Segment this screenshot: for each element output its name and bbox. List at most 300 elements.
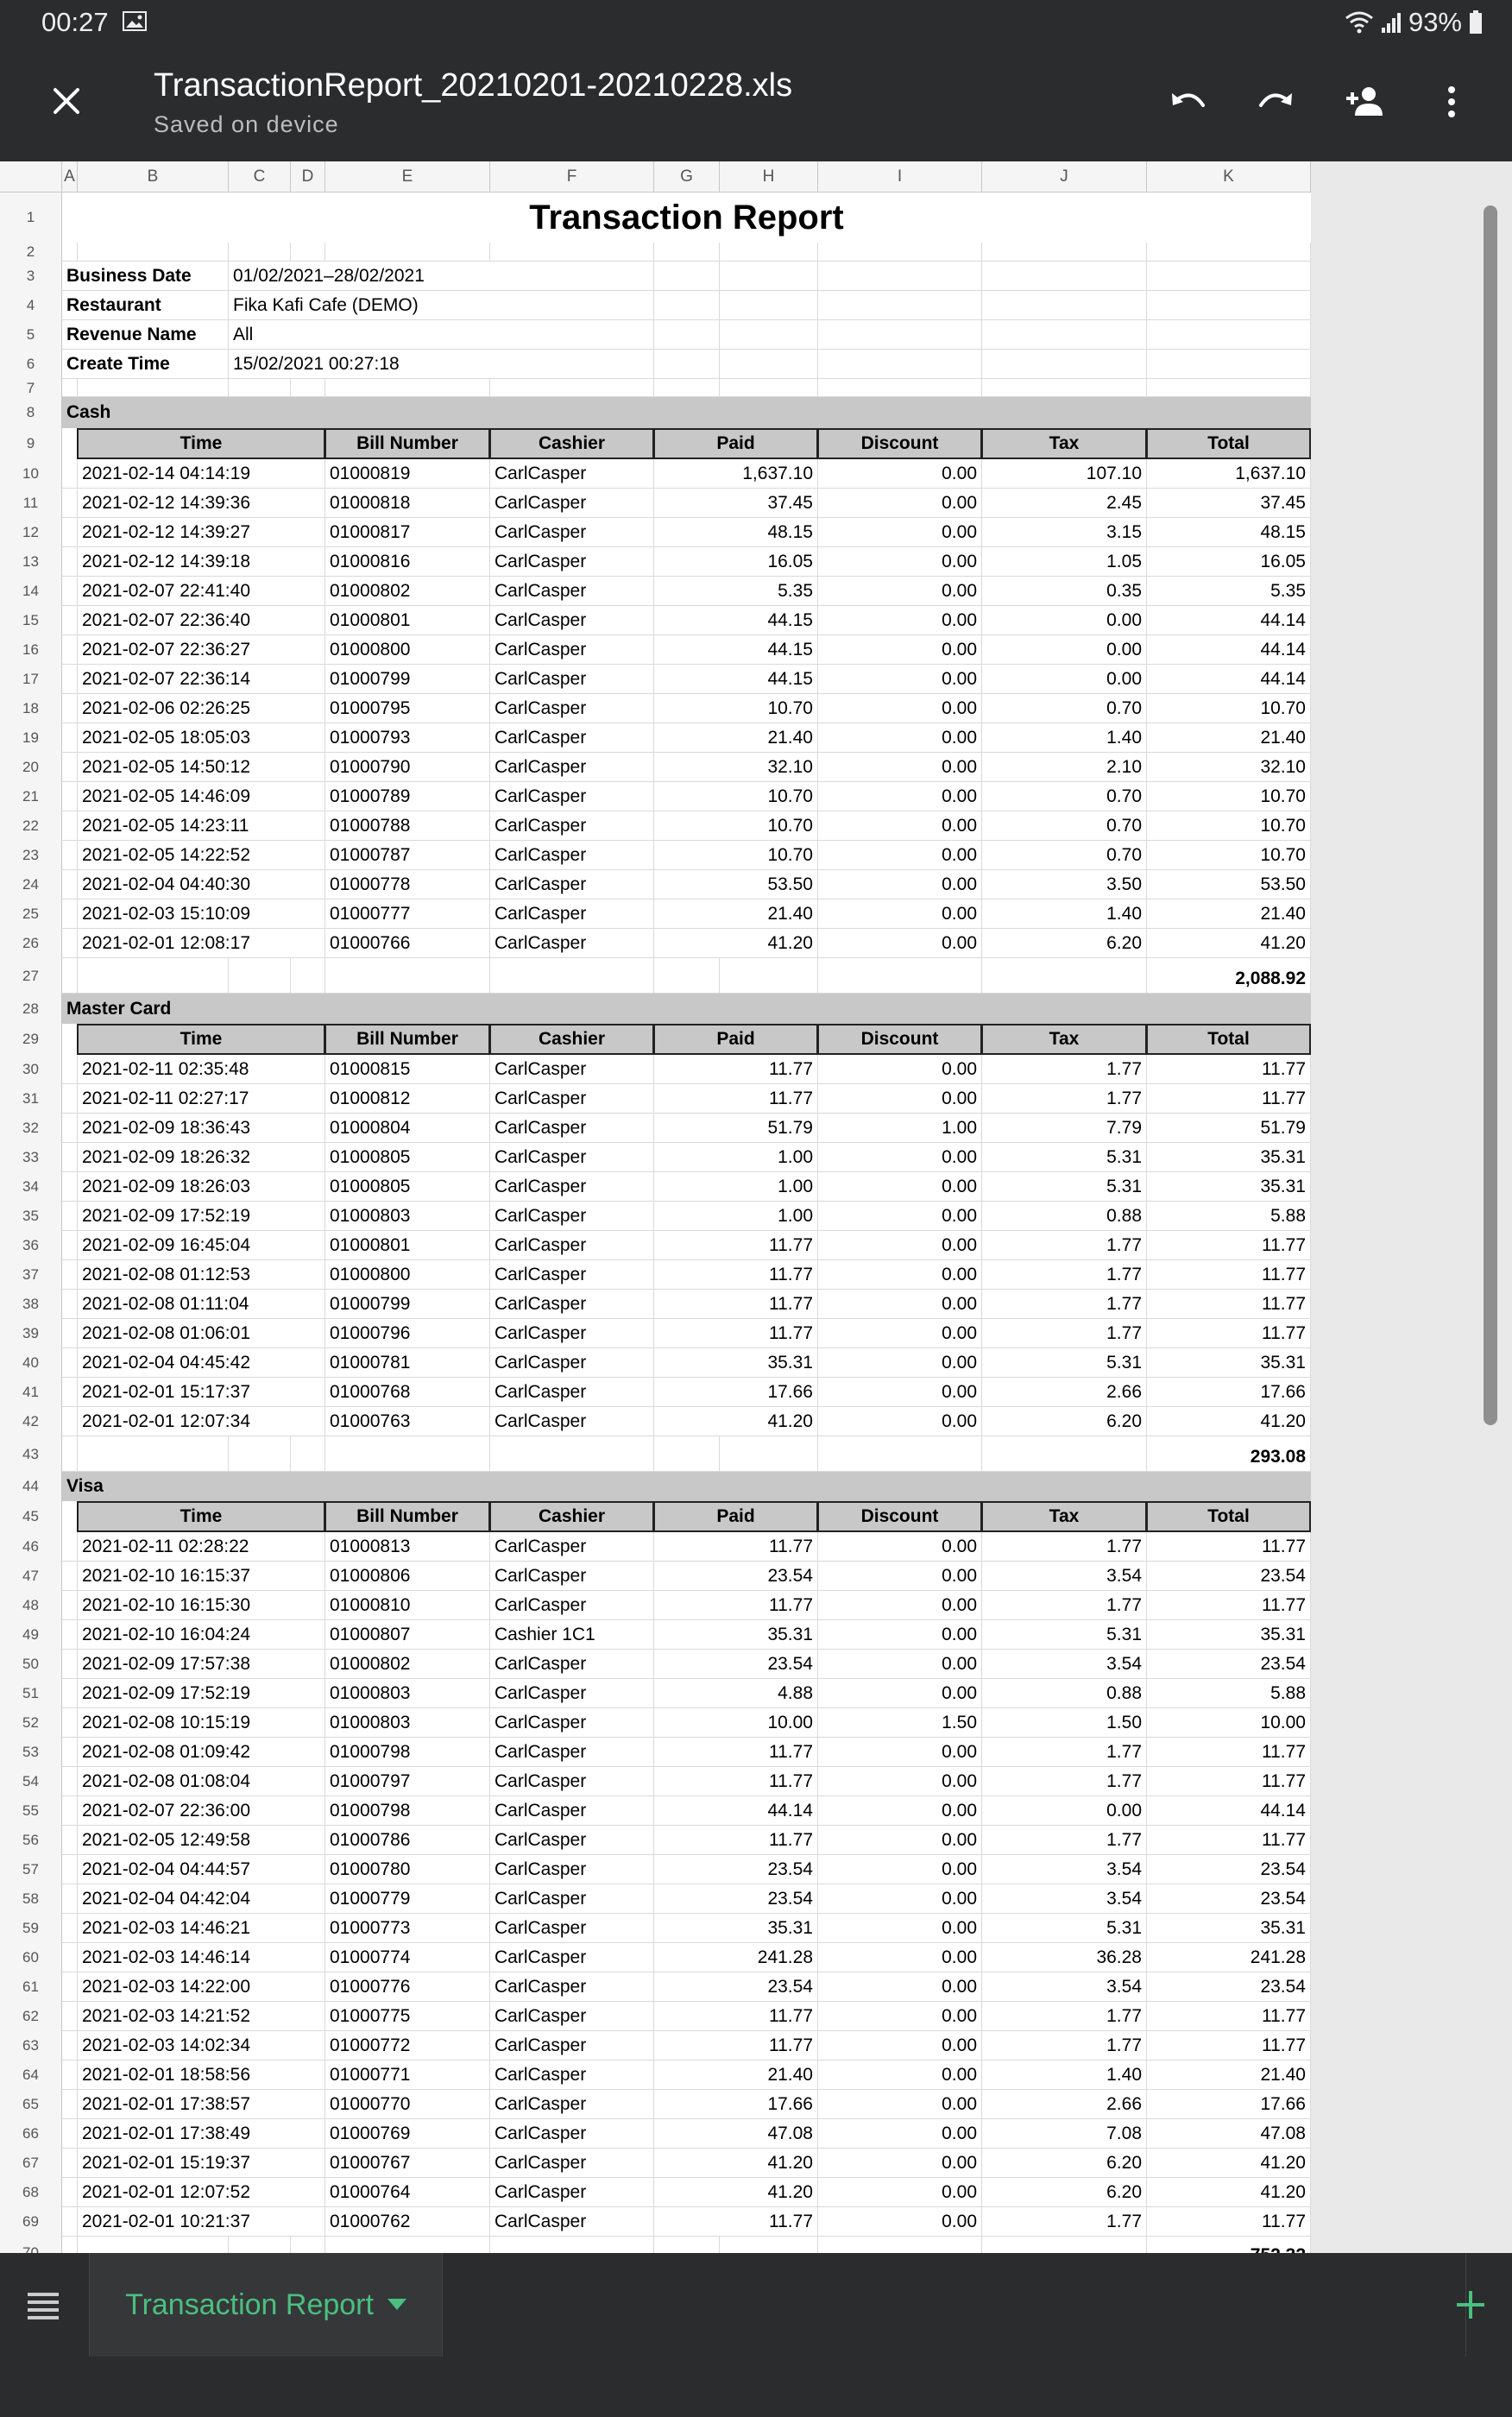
row-spacer[interactable]	[62, 1260, 78, 1290]
empty-cell[interactable]	[982, 243, 1147, 262]
table-cell[interactable]: 0.00	[818, 1620, 982, 1650]
table-cell[interactable]: CarlCasper	[490, 459, 654, 489]
table-cell[interactable]: 1,637.10	[1147, 459, 1311, 489]
table-cell[interactable]: CarlCasper	[490, 1319, 654, 1348]
table-cell[interactable]: 5.31	[982, 1620, 1147, 1650]
table-cell[interactable]: 0.00	[818, 1562, 982, 1591]
empty-cell[interactable]	[654, 1436, 720, 1472]
table-cell[interactable]: 2021-02-01 15:19:37	[78, 2149, 325, 2178]
table-cell[interactable]: 1.77	[982, 2031, 1147, 2060]
empty-cell[interactable]	[720, 320, 818, 350]
table-cell[interactable]: 2021-02-05 18:05:03	[78, 723, 325, 753]
table-cell[interactable]: 2021-02-05 14:23:11	[78, 811, 325, 841]
table-cell[interactable]: 41.20	[654, 2178, 818, 2207]
table-cell[interactable]: 0.00	[818, 2178, 982, 2207]
row-header[interactable]: 34	[0, 1172, 62, 1202]
table-cell[interactable]: CarlCasper	[490, 635, 654, 665]
table-cell[interactable]: 107.10	[982, 459, 1147, 489]
table-cell[interactable]: 10.70	[1147, 694, 1311, 723]
table-cell[interactable]: 0.00	[818, 1260, 982, 1290]
row-spacer[interactable]	[62, 1708, 78, 1738]
empty-cell[interactable]	[818, 262, 982, 291]
table-cell[interactable]: 10.70	[654, 841, 818, 870]
empty-cell[interactable]	[654, 320, 720, 350]
table-cell[interactable]: 5.31	[982, 1348, 1147, 1378]
table-cell[interactable]: 2021-02-14 04:14:19	[78, 459, 325, 489]
table-cell[interactable]: 01000810	[325, 1591, 490, 1620]
table-cell[interactable]: 23.54	[1147, 1855, 1311, 1884]
table-cell[interactable]: 2021-02-03 15:10:09	[78, 899, 325, 929]
table-cell[interactable]: 36.28	[982, 1943, 1147, 1972]
table-cell[interactable]: 01000797	[325, 1767, 490, 1796]
table-cell[interactable]: 1.40	[982, 723, 1147, 753]
table-cell[interactable]: 01000776	[325, 1972, 490, 2002]
table-cell[interactable]: CarlCasper	[490, 665, 654, 694]
row-spacer[interactable]	[62, 1884, 78, 1914]
empty-cell[interactable]	[1147, 243, 1311, 262]
table-cell[interactable]: 44.15	[654, 606, 818, 635]
table-cell[interactable]: 0.70	[982, 694, 1147, 723]
empty-cell[interactable]	[490, 1436, 654, 1472]
table-cell[interactable]: 2021-02-11 02:35:48	[78, 1055, 325, 1084]
table-cell[interactable]: 6.20	[982, 2178, 1147, 2207]
row-header[interactable]: 8	[0, 397, 62, 428]
table-cell[interactable]: 23.54	[1147, 1650, 1311, 1679]
empty-cell[interactable]	[720, 350, 818, 379]
table-cell[interactable]: 11.77	[654, 1532, 818, 1562]
row-spacer[interactable]	[62, 929, 78, 958]
table-cell[interactable]: 32.10	[654, 753, 818, 782]
row-header[interactable]: 64	[0, 2060, 62, 2090]
table-cell[interactable]: CarlCasper	[490, 1591, 654, 1620]
table-cell[interactable]: 1.77	[982, 1591, 1147, 1620]
table-cell[interactable]: 11.77	[654, 2002, 818, 2031]
table-cell[interactable]: 41.20	[1147, 929, 1311, 958]
table-cell[interactable]: CarlCasper	[490, 753, 654, 782]
table-cell[interactable]: 11.77	[1147, 2002, 1311, 2031]
table-cell[interactable]: 2.66	[982, 2090, 1147, 2119]
table-cell[interactable]: 01000774	[325, 1943, 490, 1972]
table-cell[interactable]: 0.00	[818, 841, 982, 870]
table-cell[interactable]: 21.40	[1147, 899, 1311, 929]
table-cell[interactable]: CarlCasper	[490, 2031, 654, 2060]
table-cell[interactable]: CarlCasper	[490, 1796, 654, 1826]
table-cell[interactable]: 37.45	[1147, 489, 1311, 518]
table-cell[interactable]: 1.05	[982, 547, 1147, 577]
table-cell[interactable]: CarlCasper	[490, 1738, 654, 1767]
empty-cell[interactable]	[1147, 291, 1311, 320]
table-cell[interactable]: 10.00	[1147, 1708, 1311, 1738]
row-spacer[interactable]	[62, 782, 78, 811]
table-cell[interactable]: 1.00	[654, 1172, 818, 1202]
empty-cell[interactable]	[720, 379, 818, 397]
table-cell[interactable]: 01000803	[325, 1202, 490, 1231]
table-cell[interactable]: 41.20	[1147, 1407, 1311, 1436]
table-cell[interactable]: 01000799	[325, 1290, 490, 1319]
row-header[interactable]: 29	[0, 1024, 62, 1055]
column-header[interactable]: H	[720, 161, 818, 192]
row-header[interactable]: 13	[0, 547, 62, 577]
table-cell[interactable]: 2021-02-07 22:41:40	[78, 577, 325, 606]
table-cell[interactable]: 2021-02-05 14:46:09	[78, 782, 325, 811]
table-cell[interactable]: 01000777	[325, 899, 490, 929]
table-cell[interactable]: 01000801	[325, 606, 490, 635]
row-spacer[interactable]	[62, 577, 78, 606]
table-cell[interactable]: 1.40	[982, 899, 1147, 929]
row-header[interactable]: 59	[0, 1914, 62, 1943]
row-header[interactable]: 32	[0, 1114, 62, 1143]
row-header[interactable]: 19	[0, 723, 62, 753]
table-cell[interactable]: 2021-02-01 12:08:17	[78, 929, 325, 958]
table-cell[interactable]: 41.20	[1147, 2178, 1311, 2207]
row-spacer[interactable]	[62, 2002, 78, 2031]
table-cell[interactable]: 41.20	[1147, 2149, 1311, 2178]
table-cell[interactable]: 2021-02-07 22:36:27	[78, 635, 325, 665]
row-header[interactable]: 67	[0, 2149, 62, 2178]
table-cell[interactable]: 10.70	[654, 811, 818, 841]
row-spacer[interactable]	[62, 2119, 78, 2149]
row-spacer[interactable]	[62, 1055, 78, 1084]
row-header[interactable]: 15	[0, 606, 62, 635]
table-cell[interactable]: 5.88	[1147, 1679, 1311, 1708]
column-header[interactable]: F	[490, 161, 654, 192]
table-cell[interactable]: 2021-02-08 01:08:04	[78, 1767, 325, 1796]
table-cell[interactable]: 0.00	[818, 1884, 982, 1914]
row-header[interactable]: 1	[0, 192, 62, 243]
table-cell[interactable]: 3.15	[982, 518, 1147, 547]
table-cell[interactable]: 0.00	[818, 1855, 982, 1884]
row-spacer[interactable]	[62, 1378, 78, 1407]
column-header[interactable]: C	[229, 161, 291, 192]
empty-cell[interactable]	[78, 379, 229, 397]
row-header[interactable]: 63	[0, 2031, 62, 2060]
row-spacer[interactable]	[62, 518, 78, 547]
table-cell[interactable]: 0.00	[818, 1084, 982, 1114]
table-cell[interactable]: 01000796	[325, 1319, 490, 1348]
table-cell[interactable]: 10.70	[1147, 811, 1311, 841]
table-cell[interactable]: 17.66	[1147, 1378, 1311, 1407]
table-cell[interactable]: 10.70	[1147, 841, 1311, 870]
table-cell[interactable]: 01000767	[325, 2149, 490, 2178]
table-cell[interactable]: 0.00	[818, 635, 982, 665]
row-header[interactable]: 35	[0, 1202, 62, 1231]
row-spacer[interactable]	[62, 1679, 78, 1708]
table-cell[interactable]: 0.00	[818, 811, 982, 841]
row-header[interactable]: 25	[0, 899, 62, 929]
table-cell[interactable]: 1.40	[982, 2060, 1147, 2090]
table-cell[interactable]: CarlCasper	[490, 2060, 654, 2090]
table-cell[interactable]: CarlCasper	[490, 782, 654, 811]
row-header[interactable]: 26	[0, 929, 62, 958]
table-cell[interactable]: 21.40	[654, 723, 818, 753]
table-cell[interactable]: 0.00	[818, 782, 982, 811]
empty-cell[interactable]	[325, 379, 490, 397]
table-cell[interactable]: 01000812	[325, 1084, 490, 1114]
table-cell[interactable]: 3.54	[982, 1972, 1147, 2002]
row-spacer[interactable]	[62, 635, 78, 665]
table-cell[interactable]: 11.77	[1147, 2031, 1311, 2060]
table-cell[interactable]: 01000793	[325, 723, 490, 753]
empty-cell[interactable]	[78, 958, 229, 994]
table-cell[interactable]: 21.40	[654, 2060, 818, 2090]
empty-cell[interactable]	[291, 379, 325, 397]
table-cell[interactable]: 35.31	[1147, 1348, 1311, 1378]
row-header[interactable]: 40	[0, 1348, 62, 1378]
table-cell[interactable]: 3.50	[982, 870, 1147, 899]
table-cell[interactable]: 01000795	[325, 694, 490, 723]
table-cell[interactable]: 23.54	[654, 1650, 818, 1679]
table-cell[interactable]: 2.66	[982, 1378, 1147, 1407]
table-cell[interactable]: 5.88	[1147, 1202, 1311, 1231]
table-cell[interactable]: 4.88	[654, 1679, 818, 1708]
row-spacer[interactable]	[62, 606, 78, 635]
row-spacer[interactable]	[62, 665, 78, 694]
row-spacer[interactable]	[62, 1796, 78, 1826]
table-cell[interactable]: 01000802	[325, 1650, 490, 1679]
row-header[interactable]: 62	[0, 2002, 62, 2031]
row-spacer[interactable]	[62, 1407, 78, 1436]
table-cell[interactable]: 11.77	[1147, 2207, 1311, 2237]
table-cell[interactable]: 17.66	[654, 2090, 818, 2119]
table-cell[interactable]: 0.00	[982, 1796, 1147, 1826]
sheet-grid[interactable]	[0, 161, 1311, 2253]
table-cell[interactable]: 0.00	[818, 1650, 982, 1679]
table-cell[interactable]: CarlCasper	[490, 489, 654, 518]
table-cell[interactable]: CarlCasper	[490, 1378, 654, 1407]
row-header[interactable]: 55	[0, 1796, 62, 1826]
share-add-person-icon[interactable]	[1343, 79, 1388, 124]
undo-icon[interactable]	[1165, 79, 1210, 124]
table-cell[interactable]: CarlCasper	[490, 1202, 654, 1231]
table-cell[interactable]: 1.00	[654, 1202, 818, 1231]
row-header[interactable]: 4	[0, 291, 62, 320]
table-cell[interactable]: 35.31	[1147, 1914, 1311, 1943]
row-header[interactable]: 28	[0, 994, 62, 1024]
row-header[interactable]: 53	[0, 1738, 62, 1767]
table-cell[interactable]: 01000775	[325, 2002, 490, 2031]
table-cell[interactable]: 6.20	[982, 929, 1147, 958]
table-cell[interactable]: 3.54	[982, 1884, 1147, 1914]
row-header[interactable]: 46	[0, 1532, 62, 1562]
table-cell[interactable]: 241.28	[1147, 1943, 1311, 1972]
row-spacer[interactable]	[62, 1348, 78, 1378]
table-cell[interactable]: 41.20	[654, 2149, 818, 2178]
table-cell[interactable]: 3.54	[982, 1562, 1147, 1591]
table-cell[interactable]: 0.00	[818, 1290, 982, 1319]
row-header[interactable]: 14	[0, 577, 62, 606]
row-spacer[interactable]	[62, 1202, 78, 1231]
table-cell[interactable]: 2021-02-03 14:02:34	[78, 2031, 325, 2060]
vertical-scrollbar[interactable]	[1484, 205, 1497, 1425]
row-spacer[interactable]	[62, 1972, 78, 2002]
empty-cell[interactable]	[490, 379, 654, 397]
table-cell[interactable]: 0.00	[818, 694, 982, 723]
row-spacer[interactable]	[62, 1114, 78, 1143]
table-cell[interactable]: 1.00	[818, 1114, 982, 1143]
row-header[interactable]: 27	[0, 958, 62, 994]
empty-cell[interactable]	[654, 262, 720, 291]
table-cell[interactable]: 0.00	[818, 1202, 982, 1231]
table-cell[interactable]: 2021-02-05 14:50:12	[78, 753, 325, 782]
table-cell[interactable]: CarlCasper	[490, 1055, 654, 1084]
table-cell[interactable]: 32.10	[1147, 753, 1311, 782]
empty-cell[interactable]	[1147, 350, 1311, 379]
table-cell[interactable]: 2021-02-10 16:04:24	[78, 1620, 325, 1650]
row-spacer[interactable]	[62, 1914, 78, 1943]
table-cell[interactable]: 0.00	[818, 1679, 982, 1708]
row-header[interactable]: 69	[0, 2207, 62, 2237]
table-cell[interactable]: 0.00	[818, 2060, 982, 2090]
table-cell[interactable]: 0.00	[818, 1738, 982, 1767]
table-cell[interactable]: 11.77	[1147, 1767, 1311, 1796]
row-header[interactable]: 6	[0, 350, 62, 379]
table-cell[interactable]: CarlCasper	[490, 1884, 654, 1914]
row-spacer[interactable]	[62, 2207, 78, 2237]
table-cell[interactable]: 01000778	[325, 870, 490, 899]
table-cell[interactable]: 2021-02-08 01:09:42	[78, 1738, 325, 1767]
table-cell[interactable]: 5.35	[654, 577, 818, 606]
table-cell[interactable]: 2021-02-09 17:52:19	[78, 1679, 325, 1708]
table-cell[interactable]: CarlCasper	[490, 547, 654, 577]
empty-cell[interactable]	[982, 262, 1147, 291]
table-cell[interactable]: 0.00	[818, 1231, 982, 1260]
table-cell[interactable]: 0.00	[818, 459, 982, 489]
table-cell[interactable]: 0.00	[818, 1143, 982, 1172]
row-header[interactable]: 18	[0, 694, 62, 723]
table-cell[interactable]: 0.00	[818, 665, 982, 694]
row-header[interactable]: 61	[0, 1972, 62, 2002]
table-cell[interactable]: 23.54	[1147, 1884, 1311, 1914]
table-cell[interactable]: CarlCasper	[490, 1348, 654, 1378]
table-cell[interactable]: 5.31	[982, 1143, 1147, 1172]
empty-cell[interactable]	[818, 320, 982, 350]
table-cell[interactable]: CarlCasper	[490, 1679, 654, 1708]
table-cell[interactable]: 01000806	[325, 1562, 490, 1591]
redo-icon[interactable]	[1254, 79, 1299, 124]
row-header[interactable]: 10	[0, 459, 62, 489]
table-cell[interactable]: 2021-02-08 01:12:53	[78, 1260, 325, 1290]
table-cell[interactable]: 6.20	[982, 1407, 1147, 1436]
table-cell[interactable]: 01000801	[325, 1231, 490, 1260]
empty-cell[interactable]	[62, 958, 78, 994]
table-cell[interactable]: 0.00	[818, 1972, 982, 2002]
empty-cell[interactable]	[982, 1436, 1147, 1472]
row-header[interactable]: 11	[0, 489, 62, 518]
row-spacer[interactable]	[62, 1767, 78, 1796]
table-cell[interactable]: 2021-02-09 17:52:19	[78, 1202, 325, 1231]
table-cell[interactable]: 11.77	[1147, 1290, 1311, 1319]
empty-cell[interactable]	[818, 958, 982, 994]
row-header[interactable]: 54	[0, 1767, 62, 1796]
row-header[interactable]: 2	[0, 243, 62, 262]
table-cell[interactable]: 2021-02-08 01:11:04	[78, 1290, 325, 1319]
table-cell[interactable]: 23.54	[1147, 1972, 1311, 2002]
table-cell[interactable]: CarlCasper	[490, 1407, 654, 1436]
table-cell[interactable]: 0.00	[818, 870, 982, 899]
table-cell[interactable]: 1,637.10	[654, 459, 818, 489]
empty-cell[interactable]	[982, 958, 1147, 994]
table-cell[interactable]: 0.35	[982, 577, 1147, 606]
table-cell[interactable]: CarlCasper	[490, 1231, 654, 1260]
row-spacer[interactable]	[62, 1084, 78, 1114]
row-header[interactable]: 12	[0, 518, 62, 547]
row-header[interactable]: 58	[0, 1884, 62, 1914]
row-header[interactable]: 65	[0, 2090, 62, 2119]
table-cell[interactable]: 11.77	[1147, 1591, 1311, 1620]
row-spacer[interactable]	[62, 2178, 78, 2207]
table-cell[interactable]: 2021-02-04 04:44:57	[78, 1855, 325, 1884]
row-header[interactable]: 37	[0, 1260, 62, 1290]
table-cell[interactable]: 2021-02-12 14:39:36	[78, 489, 325, 518]
row-spacer[interactable]	[62, 1650, 78, 1679]
table-cell[interactable]: 2021-02-09 18:26:32	[78, 1143, 325, 1172]
row-spacer[interactable]	[62, 1172, 78, 1202]
empty-cell[interactable]	[1147, 262, 1311, 291]
row-spacer[interactable]	[62, 2090, 78, 2119]
row-spacer[interactable]	[62, 2060, 78, 2090]
row-header[interactable]: 20	[0, 753, 62, 782]
table-cell[interactable]: 1.50	[818, 1708, 982, 1738]
table-cell[interactable]: 51.79	[654, 1114, 818, 1143]
table-cell[interactable]: 1.50	[982, 1708, 1147, 1738]
table-cell[interactable]: 01000799	[325, 665, 490, 694]
table-cell[interactable]: CarlCasper	[490, 2002, 654, 2031]
table-cell[interactable]: 0.00	[982, 665, 1147, 694]
table-cell[interactable]: 2021-02-07 22:36:14	[78, 665, 325, 694]
row-spacer[interactable]	[62, 870, 78, 899]
table-cell[interactable]: 2021-02-04 04:40:30	[78, 870, 325, 899]
table-cell[interactable]: 2021-02-08 01:06:01	[78, 1319, 325, 1348]
table-cell[interactable]: 0.00	[818, 518, 982, 547]
row-spacer[interactable]	[62, 1855, 78, 1884]
row-header[interactable]: 60	[0, 1943, 62, 1972]
table-cell[interactable]: 01000819	[325, 459, 490, 489]
table-cell[interactable]: 2021-02-11 02:28:22	[78, 1532, 325, 1562]
table-cell[interactable]: 0.00	[818, 1914, 982, 1943]
table-cell[interactable]: CarlCasper	[490, 1943, 654, 1972]
row-spacer[interactable]	[62, 1620, 78, 1650]
table-cell[interactable]: 01000816	[325, 547, 490, 577]
row-header[interactable]: 57	[0, 1855, 62, 1884]
empty-cell[interactable]	[291, 1436, 325, 1472]
table-cell[interactable]: 44.14	[1147, 665, 1311, 694]
table-cell[interactable]: 7.79	[982, 1114, 1147, 1143]
table-cell[interactable]: 2021-02-01 18:58:56	[78, 2060, 325, 2090]
table-cell[interactable]: 23.54	[654, 1972, 818, 2002]
table-cell[interactable]: CarlCasper	[490, 2090, 654, 2119]
table-cell[interactable]: 2021-02-09 18:26:03	[78, 1172, 325, 1202]
row-header[interactable]: 30	[0, 1055, 62, 1084]
table-cell[interactable]: 11.77	[654, 1260, 818, 1290]
table-cell[interactable]: 53.50	[654, 870, 818, 899]
table-cell[interactable]: 23.54	[654, 1884, 818, 1914]
table-cell[interactable]: 1.77	[982, 1084, 1147, 1114]
table-cell[interactable]: 23.54	[654, 1855, 818, 1884]
table-cell[interactable]: 2021-02-09 16:45:04	[78, 1231, 325, 1260]
row-header[interactable]: 24	[0, 870, 62, 899]
table-cell[interactable]: 01000768	[325, 1378, 490, 1407]
table-cell[interactable]: CarlCasper	[490, 1826, 654, 1855]
table-cell[interactable]: 01000781	[325, 1348, 490, 1378]
row-spacer[interactable]	[62, 1826, 78, 1855]
table-cell[interactable]: 01000817	[325, 518, 490, 547]
table-cell[interactable]: CarlCasper	[490, 1532, 654, 1562]
empty-cell[interactable]	[654, 350, 720, 379]
empty-cell[interactable]	[325, 1436, 490, 1472]
table-cell[interactable]: 01000818	[325, 489, 490, 518]
table-cell[interactable]: CarlCasper	[490, 1650, 654, 1679]
row-spacer[interactable]	[62, 1591, 78, 1620]
